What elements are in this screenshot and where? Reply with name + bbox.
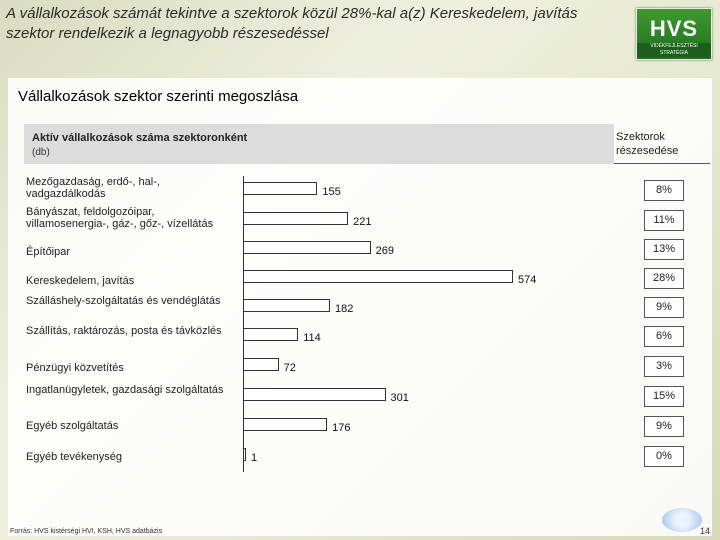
- category-label: Ingatlanügyletek, gazdasági szolgáltatás: [26, 384, 224, 396]
- share-box: 3%: [644, 356, 684, 377]
- logo-text: HVS: [649, 16, 699, 41]
- share-box: 0%: [644, 446, 684, 467]
- category-label: Szállítás, raktározás, posta és távközlés: [26, 325, 222, 337]
- bar-value-label: 72: [283, 362, 296, 374]
- share-box: 6%: [644, 326, 684, 347]
- source-note: Forrás: HVS kistérségi HVI, KSH, HVS adatbázis: [10, 528, 163, 535]
- share-box: 8%: [644, 180, 684, 201]
- bar-value-label: 114: [303, 332, 321, 344]
- share-box: 13%: [644, 239, 684, 260]
- page-number: 14: [700, 526, 711, 536]
- bar-value-label: 574: [518, 274, 537, 286]
- chart-header-box: [24, 124, 614, 164]
- page-title: A vállalkozások számát tekintve a szektorok közül 28%-kal a(z) Kereskedelem, javítás szektor rendelkezik a legnagyobb részesedéssel: [6, 5, 578, 42]
- bar: [244, 270, 513, 283]
- share-box: 28%: [644, 268, 684, 289]
- footer-logo-icon: [662, 508, 702, 532]
- bar-value-label: 301: [390, 392, 409, 404]
- logo-subtitle: VIDÉKFEJLESZTÉSI STRATÉGIA: [637, 43, 711, 57]
- category-label: Egyéb szolgáltatás: [26, 420, 119, 432]
- bar-value-label: 176: [332, 422, 351, 434]
- bar: [244, 388, 386, 401]
- share-box: 11%: [644, 210, 684, 231]
- bar: [244, 448, 246, 461]
- category-label: Szálláshely-szolgáltatás és vendéglátás: [26, 295, 221, 307]
- category-label: Mezőgazdaság, erdő-, hal-, vadgazdálkodás: [26, 176, 160, 200]
- section-title: Vállalkozások szektor szerinti megoszlása: [18, 88, 299, 105]
- category-label: Építőipar: [26, 246, 71, 258]
- bar: [244, 358, 279, 371]
- bar: [244, 182, 317, 195]
- share-box: 9%: [644, 297, 684, 318]
- bar: [244, 299, 330, 312]
- bar-value-label: 269: [375, 245, 394, 257]
- share-column-header: Szektorok részesedése: [616, 131, 679, 157]
- bar-value-label: 182: [334, 303, 354, 315]
- category-label: Bányászat, feldolgozóipar, villamosenergia-, gáz-, gőz-, vízellátás: [26, 206, 214, 230]
- category-label: Egyéb tevékenység: [26, 451, 123, 463]
- bar-value-label: 221: [353, 216, 372, 228]
- share-header-divider: [614, 163, 710, 164]
- bar: [244, 418, 327, 431]
- share-box: 15%: [644, 386, 684, 407]
- bar: [244, 212, 348, 225]
- bar-value-label: 155: [322, 186, 341, 198]
- bar: [244, 328, 298, 341]
- share-box: 9%: [644, 416, 684, 437]
- bar: [244, 241, 371, 254]
- chart-unit: (db): [32, 147, 50, 158]
- category-label: Kereskedelem, javítás: [26, 275, 135, 287]
- bar-value-label: 1: [251, 452, 258, 464]
- category-label: Pénzügyi közvetítés: [26, 362, 124, 374]
- chart-title: Aktív vállalkozások száma szektoronként: [32, 132, 248, 144]
- hvs-logo: [636, 8, 712, 60]
